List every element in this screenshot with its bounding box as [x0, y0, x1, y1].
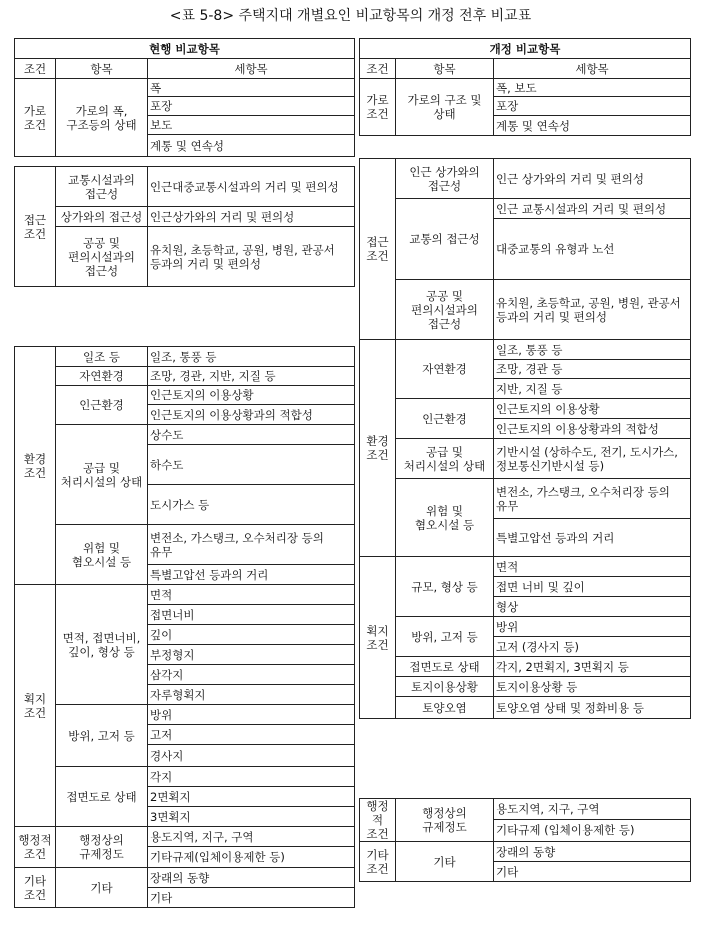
condition-cell: 환경 조건	[360, 340, 396, 557]
subitem-cell: 인근대중교통시설과의 거리 및 편의성	[148, 167, 355, 207]
col-header-subitem: 세항목	[494, 59, 691, 79]
condition-cell: 기타 조건	[360, 842, 396, 882]
subitem-cell: 기타규제(입체이용제한 등)	[148, 847, 355, 868]
subitem-cell: 인근토지의 이용상황과의 적합성	[148, 405, 355, 425]
condition-cell: 기타 조건	[15, 868, 56, 908]
condition-cell: 획지 조건	[15, 585, 56, 827]
revised-items-table	[359, 38, 690, 882]
subitem-cell: 변전소, 가스탱크, 오수처리장 등의 유무	[494, 479, 691, 519]
col-header-item: 항목	[396, 59, 494, 79]
item-cell: 면적, 접면너비, 깊이, 형상 등	[56, 585, 148, 705]
subitem-cell: 삼각지	[148, 665, 355, 685]
col-header-condition: 조건	[360, 59, 396, 79]
subitem-cell: 접면너비	[148, 605, 355, 625]
subitem-cell: 각지, 2면획지, 3면획지 등	[494, 657, 691, 677]
item-cell: 행정상의 규제정도	[396, 799, 494, 842]
revised-table-header: 개정 비교항목	[360, 39, 691, 59]
subitem-cell: 인근토지의 이용상황과의 적합성	[494, 419, 691, 439]
subitem-cell: 자루형획지	[148, 685, 355, 705]
subitem-cell: 형상	[494, 597, 691, 617]
subitem-cell: 용도지역, 지구, 구역	[494, 799, 691, 820]
subitem-cell: 인근상가와의 거리 및 편의성	[148, 207, 355, 227]
subitem-cell: 면적	[494, 557, 691, 577]
condition-cell: 행정적 조건	[360, 799, 396, 842]
subitem-cell: 경사지	[148, 745, 355, 767]
condition-cell: 접근 조건	[360, 159, 396, 340]
item-cell: 공공 및 편의시설과의 접근성	[396, 280, 494, 340]
item-cell: 공급 및 처리시설의 상태	[396, 439, 494, 479]
subitem-cell: 3면획지	[148, 807, 355, 827]
item-cell: 기타	[396, 842, 494, 882]
subitem-cell: 특별고압선 등과의 거리	[494, 519, 691, 557]
subitem-cell: 기타	[494, 862, 691, 882]
subitem-cell: 인근토지의 이용상황	[494, 399, 691, 419]
subitem-cell: 보도	[148, 116, 355, 135]
item-cell: 자연환경	[396, 340, 494, 399]
subitem-cell: 인근 상가와의 거리 및 편의성	[494, 159, 691, 199]
item-cell: 인근환경	[56, 386, 148, 425]
item-cell: 교통시설과의 접근성	[56, 167, 148, 207]
subitem-cell: 장래의 동향	[148, 868, 355, 888]
subitem-cell: 부정형지	[148, 645, 355, 665]
item-cell: 인근 상가와의 접근성	[396, 159, 494, 199]
subitem-cell: 계통 및 연속성	[494, 116, 691, 136]
current-items-table	[14, 38, 354, 908]
subitem-cell: 용도지역, 지구, 구역	[148, 827, 355, 847]
item-cell: 인근환경	[396, 399, 494, 439]
condition-cell: 행정적 조건	[15, 827, 56, 868]
subitem-cell: 깊이	[148, 625, 355, 645]
subitem-cell: 기타규제 (입체이용제한 등)	[494, 819, 691, 841]
subitem-cell: 고저 (경사지 등)	[494, 637, 691, 657]
item-cell: 토지이용상황	[396, 677, 494, 697]
item-cell: 위험 및 혐오시설 등	[56, 525, 148, 585]
current-table-header: 현행 비교항목	[15, 39, 355, 59]
subitem-cell: 토양오염 상태 및 정화비용 등	[494, 697, 691, 719]
col-header-subitem: 세항목	[148, 59, 355, 79]
item-cell: 접면도로 상태	[56, 767, 148, 827]
item-cell: 자연환경	[56, 367, 148, 386]
subitem-cell: 대중교통의 유형과 노선	[494, 219, 691, 280]
subitem-cell: 변전소, 가스탱크, 오수처리장 등의 유무	[148, 525, 355, 565]
item-cell: 가로의 폭, 구조등의 상태	[56, 79, 148, 157]
subitem-cell: 인근 교통시설과의 거리 및 편의성	[494, 199, 691, 219]
item-cell: 공공 및 편의시설과의 접근성	[56, 227, 148, 287]
condition-cell: 접근 조건	[15, 167, 56, 287]
condition-cell: 환경 조건	[15, 347, 56, 585]
subitem-cell: 유치원, 초등학교, 공원, 병원, 관공서 등과의 거리 및 편의성	[148, 227, 355, 287]
subitem-cell: 면적	[148, 585, 355, 605]
condition-cell: 획지 조건	[360, 557, 396, 719]
subitem-cell: 상수도	[148, 425, 355, 445]
item-cell: 접면도로 상태	[396, 657, 494, 677]
col-header-item: 항목	[56, 59, 148, 79]
item-cell: 토양오염	[396, 697, 494, 719]
subitem-cell: 접면 너비 및 깊이	[494, 577, 691, 597]
subitem-cell: 포장	[494, 97, 691, 116]
item-cell: 방위, 고저 등	[396, 617, 494, 657]
subitem-cell: 지반, 지질 등	[494, 379, 691, 399]
subitem-cell: 각지	[148, 767, 355, 787]
subitem-cell: 조망, 경관 등	[494, 360, 691, 379]
subitem-cell: 특별고압선 등과의 거리	[148, 565, 355, 585]
subitem-cell: 포장	[148, 97, 355, 116]
table-caption: <표 5-8> 주택지대 개별요인 비교항목의 개정 전후 비교표	[169, 8, 532, 24]
subitem-cell: 조망, 경관, 지반, 지질 등	[148, 367, 355, 386]
condition-cell: 가로 조건	[360, 79, 396, 136]
condition-cell: 가로 조건	[15, 79, 56, 157]
item-cell: 위험 및 혐오시설 등	[396, 479, 494, 557]
subitem-cell: 계통 및 연속성	[148, 135, 355, 157]
subitem-cell: 유치원, 초등학교, 공원, 병원, 관공서 등과의 거리 및 편의성	[494, 280, 691, 340]
subitem-cell: 하수도	[148, 445, 355, 485]
subitem-cell: 방위	[148, 705, 355, 725]
subitem-cell: 2면획지	[148, 787, 355, 807]
subitem-cell: 기반시설 (상하수도, 전기, 도시가스, 정보통신기반시설 등)	[494, 439, 691, 479]
subitem-cell: 기타	[148, 888, 355, 908]
subitem-cell: 인근토지의 이용상황	[148, 386, 355, 405]
col-header-condition: 조건	[15, 59, 56, 79]
item-cell: 방위, 고저 등	[56, 705, 148, 767]
item-cell: 상가와의 접근성	[56, 207, 148, 227]
item-cell: 기타	[56, 868, 148, 908]
item-cell: 교통의 접근성	[396, 199, 494, 280]
item-cell: 공급 및 처리시설의 상태	[56, 425, 148, 525]
subitem-cell: 방위	[494, 617, 691, 637]
subitem-cell: 폭	[148, 79, 355, 97]
item-cell: 일조 등	[56, 347, 148, 367]
item-cell: 가로의 구조 및 상태	[396, 79, 494, 136]
subitem-cell: 고저	[148, 725, 355, 745]
subitem-cell: 일조, 통풍 등	[494, 340, 691, 360]
subitem-cell: 장래의 동향	[494, 842, 691, 862]
subitem-cell: 일조, 통풍 등	[148, 347, 355, 367]
item-cell: 행정상의 규제정도	[56, 827, 148, 868]
subitem-cell: 폭, 보도	[494, 79, 691, 97]
subitem-cell: 도시가스 등	[148, 485, 355, 525]
subitem-cell: 토지이용상황 등	[494, 677, 691, 697]
item-cell: 규모, 형상 등	[396, 557, 494, 617]
